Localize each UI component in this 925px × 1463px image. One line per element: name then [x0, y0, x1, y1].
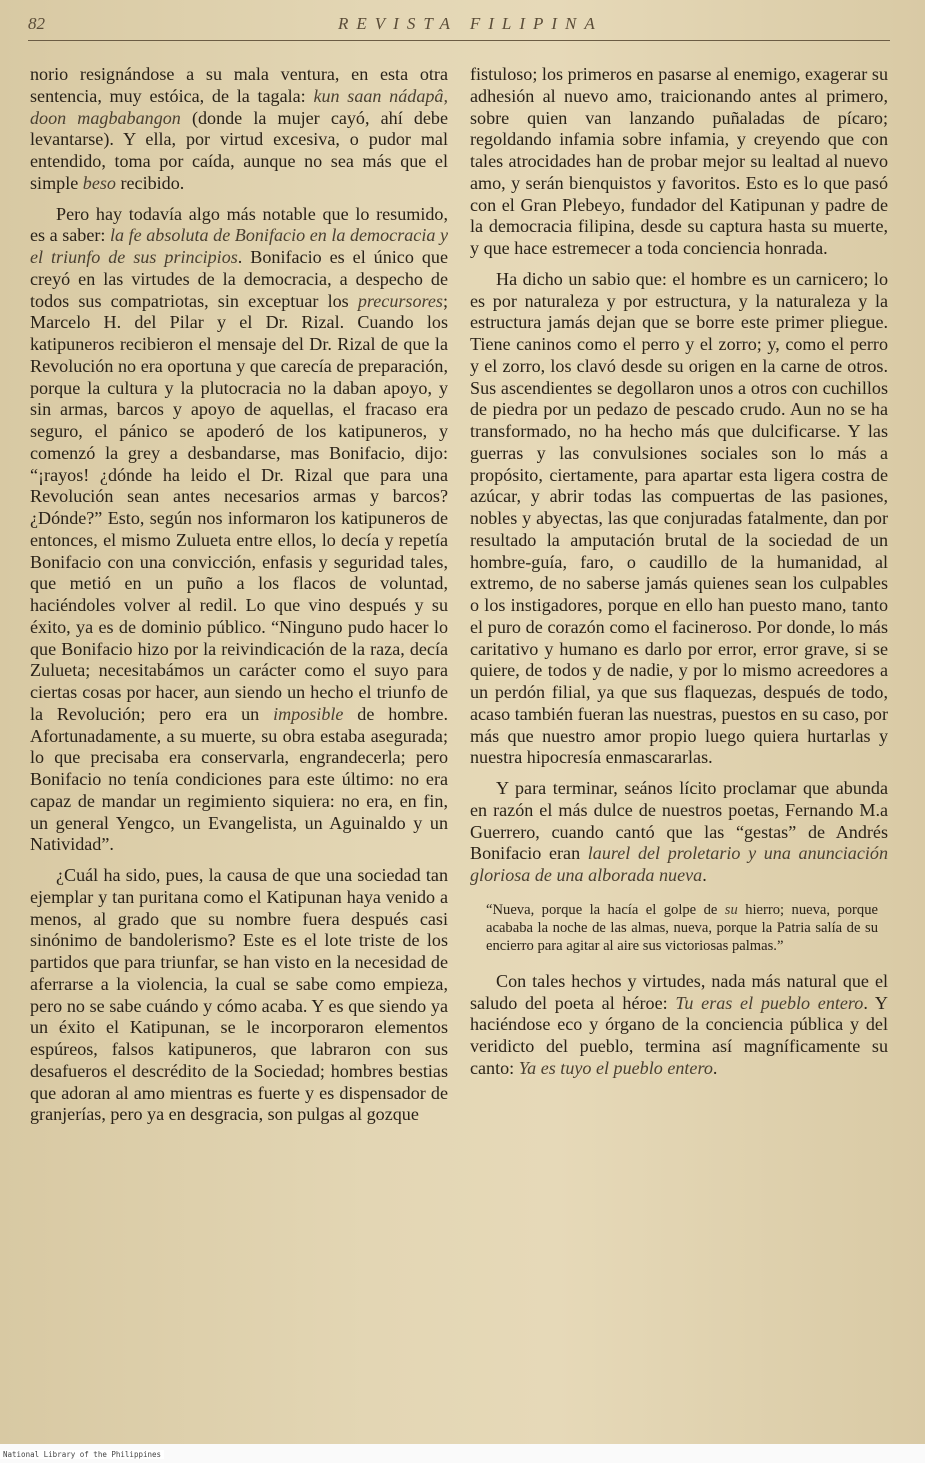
italic-text: laurel del proletario y una anunciación gloriosa de una alborada nueva [470, 843, 888, 885]
paragraph: Con tales hechos y virtudes, nada más natural que el saludo del poeta al héroe: Tu eras el pueblo entero. Y haciéndose eco y órgano de la conciencia pública y del veridicto del pueblo, termina así magníficamente su canto: Ya es tuyo el pueblo entero. [470, 970, 888, 1078]
italic-text: la fe absoluta de Bonifacio en la democracia y el triunfo de sus principios [30, 225, 448, 267]
paragraph: ¿Cuál ha sido, pues, la causa de que una sociedad tan ejemplar y tan puritana como el Katipunan haya venido a menos, al grado que su nombre fuera después casi sinónimo de bandolerismo? Este es el lote triste de los partidos que para triunfar, se han visto en la necesidad de aferrarse a la violencia, la cual se sabe como empieza, pero no se sabe cuándo y cómo acaba. Y es que siendo ya un éxito el Katipunan, se le incorporaron elementos espúreos, falsos katipuneros, que labraron con sus desafueros el descrédito de la Sociedad; hombres bestias que adoran al amo mientras es fuerte y es dispensador de granjerías, pero ya en desgracia, son pulgas al gozque [30, 865, 448, 1125]
italic-text: kun saan nádapâ, doon magbabangon [30, 85, 448, 128]
italic-text: Tu eras el pueblo entero [675, 992, 864, 1013]
italic-text: Ya es tuyo el pueblo entero [518, 1057, 713, 1078]
page-number: 82 [28, 14, 45, 33]
right-column [470, 64, 888, 1089]
left-column [30, 64, 448, 1135]
paragraph: fistuloso; los primeros en pasarse al enemigo, exagerar su adhesión al nuevo amo, traicionando antes al primero, sobre quien van lanzando puñaladas de pícaro; regoldando infamia sobre infamia, y creyendo que con tales atrocidades han de probar mejor su lealtad al nuevo amo, y serán bienquistos y favoritos. Esto es lo que pasó con el Gran Plebeyo, fundador del Katipunan y padre de la democracia filipina, desde su captura hasta su muerte, y que hace estremecer a toda conciencia honrada. [470, 64, 888, 258]
paragraph: Y para terminar, seános lícito proclamar que abunda en razón el más dulce de nuestros poetas, Fernando M.a Guerrero, cuando cantó que las “gestas” de Andrés Bonifacio eran laurel del proletario y una anunciación gloriosa de una alborada nueva. [470, 778, 888, 885]
italic-text: su [724, 901, 738, 918]
paragraph: Pero hay todavía algo más notable que lo resumido, es a saber: la fe absoluta de Bonifacio en la democracia y el triunfo de sus principios. Bonifacio es el único que creyó en las virtudes de la democracia, a despecho de todos sus compatriotas, sin exceptuar los precursores; Marcelo H. del Pilar y el Dr. Rizal. Cuando los katipuneros recibieron el mensaje del Dr. Rizal de que la Revolución no era oportuna y que carecía de preparación, porque la cultura y la plutocracia no la daban apoyo, y sin armas, barcos y apoyo de aquellas, el fracaso era seguro, el pánico se apoderó de los katipuneros, y comenzó la grey a desbandarse, mas Bonifacio, dijo: “¡rayos! ¿dónde ha leido el Dr. Rizal que para una Revolución sean antes necesarios armas y barcos? ¿Dónde?” Esto, según nos informaron los katipuneros de entonces, el mismo Zulueta entre ellos, lo decía y repetía Bonifacio con una convicción, enfasis y seguridad tales, que metió en un puño a los flacos de voluntad, haciéndoles volver al redil. Lo que vino después y su éxito, ya es de dominio público. “Ninguno pudo hacer lo que Bonifacio hizo por la reivindicación de la raza, decía Zulueta; necesitabámos un carácter como el suyo para ciertas cosas por hacer, aun siendo un hecho el triunfo de la Revolución; pero era un imposible de hombre. Afortunadamente, a su muerte, su obra estaba asegurada; lo que precisaba era conservarla, engrandecerla; pero Bonifacio no tenía condiciones para este último: no era capaz de mandar un regimiento siquiera: no era, en fin, un general Yengco, un Evangelista, un Aguinaldo y un Natividad”. [30, 203, 448, 855]
paragraph: Ha dicho un sabio que: el hombre es un carnicero; lo es por naturaleza y por estructura, y la naturaleza y la estructura jamás dejan que se borre este primer pliegue. Tiene caninos como el perro y el zorro; y, como el perro y el zorro, los clavó desde su origen en la carne de otros. Sus ascendientes se degollaron unos a otros con cuchillos de piedra por un pedazo de pescado crudo. Aun no se ha transformado, no ha hecho más que dulcificarse. Y las guerras y las convulsiones sociales son lo más a propósito, ciertamente, para apartar esta ligera costra de azúcar, y abrir todas las compuertas de las pasiones, nobles y abyectas, las que conjuradas fatalmente, dan por resultado la amputación brutal de la sociedad de un hombre-guía, faro, o caudillo de la humanidad, al extremo, de no saberse jamás quienes sean los culpables o los instigadores, porque en ello han puesto mano, tanto el puro de corazón como el facineroso. Por donde, lo más caritativo y humano es darlo por error, error grave, si se quiere, de todos y de nadie, y por lo mismo acreedores a un perdón filial, ya que sus flaquezas, después de todo, acaso también fueran las nuestras, puestos en su caso, por más que nuestro amor propio luego quiera hurtarlas y nuestra hipocresía enmascararlas. [470, 268, 888, 768]
italic-text: precursores [357, 290, 443, 311]
italic-text: imposible [273, 703, 344, 724]
verse-quote: “Nueva, porque la hacía el golpe de su hierro; nueva, porque acababa la noche de las almas, nueva, porque la Patria salía de su encierro para agitar al aire sus victoriosas palmas.” [486, 901, 878, 954]
running-title: REVISTA FILIPINA [338, 14, 603, 33]
footer-credit: National Library of the Philippines [0, 1450, 164, 1459]
paragraph: norio resignándose a su mala ventura, en esta otra sentencia, muy estóica, de la tagala: kun saan nádapâ, doon magbabangon (donde la mujer cayó, ahí debe levantarse). Y ella, por virtud excesiva, o pudor mal entendido, toma por caída, aunque no sea más que el simple beso recibido. [30, 64, 448, 193]
italic-text: beso [82, 172, 116, 193]
page-header [28, 12, 890, 41]
